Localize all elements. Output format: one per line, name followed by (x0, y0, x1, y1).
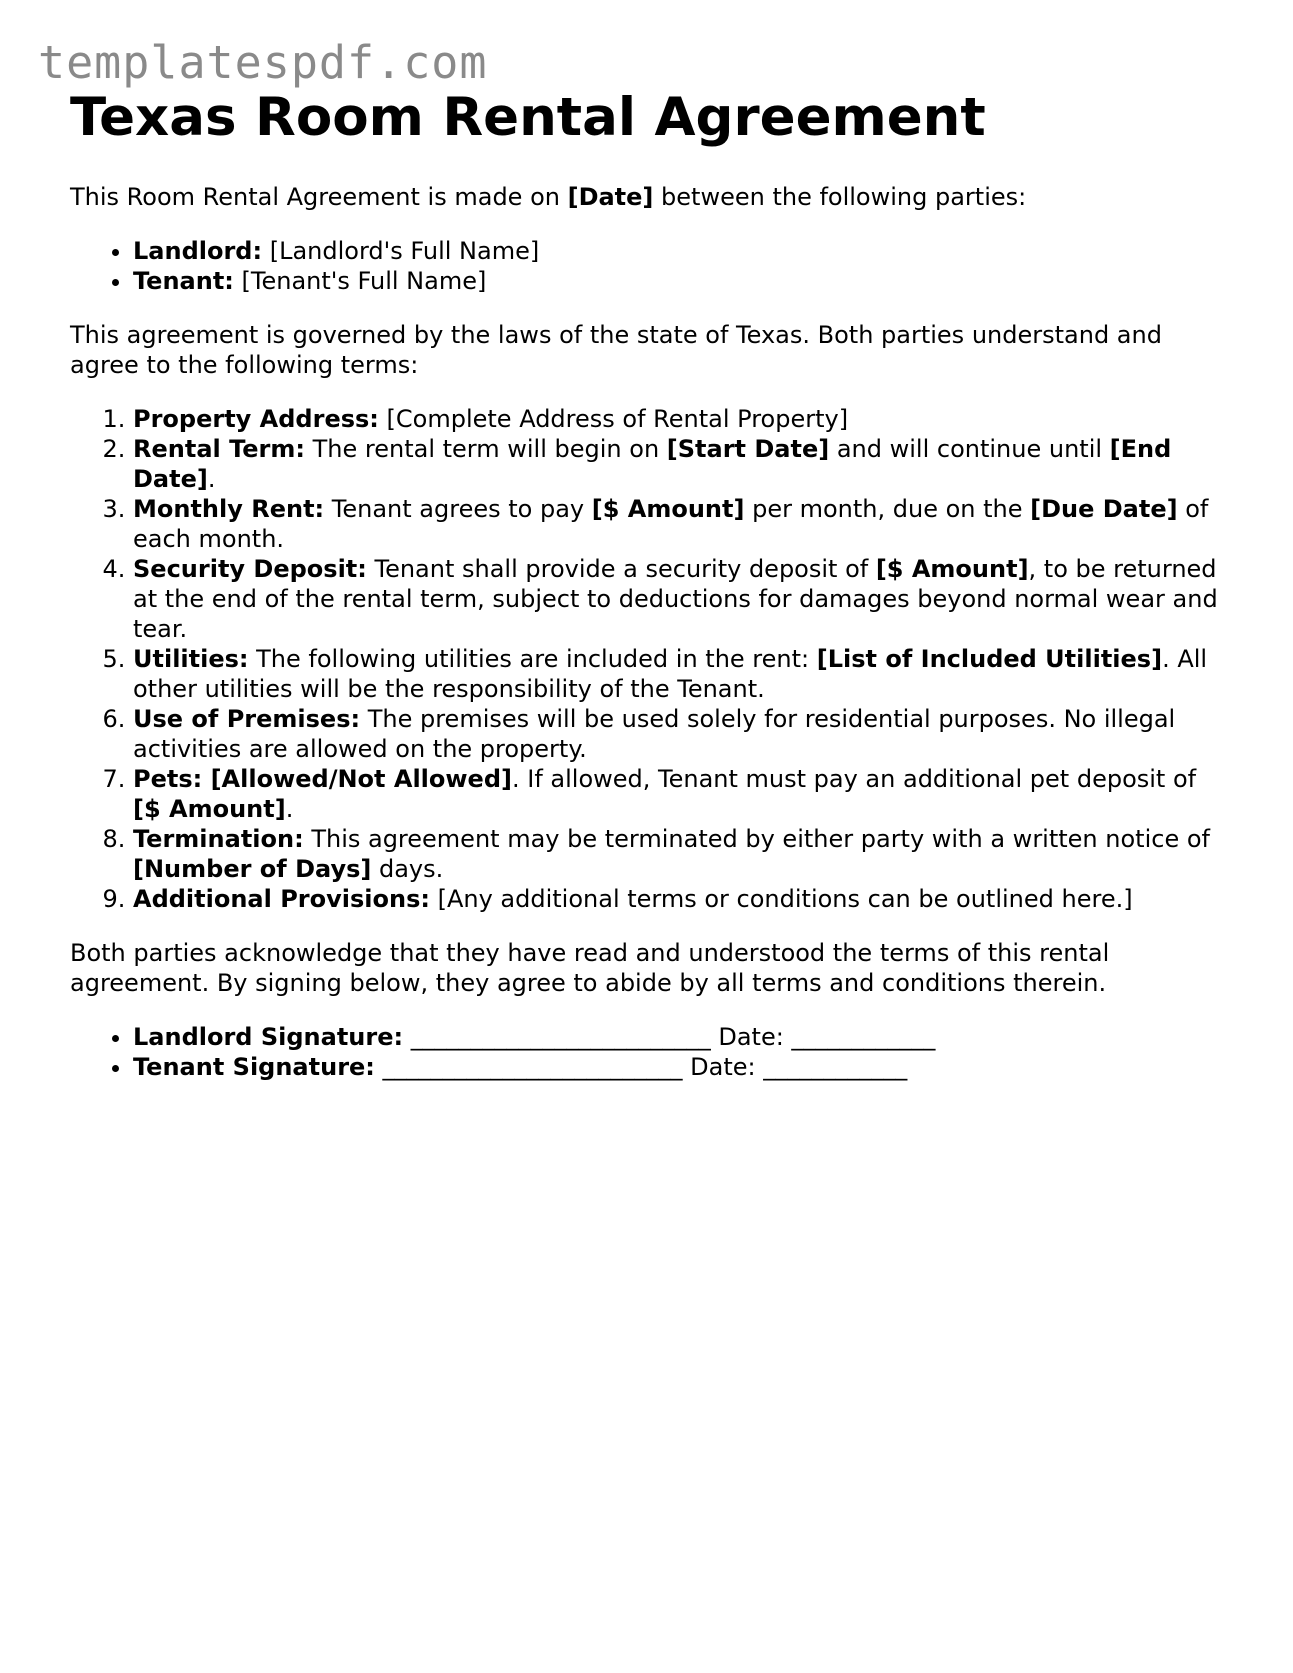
list-item: • Landlord: [Landlord's Full Name] (133, 236, 1230, 266)
signature-list (70, 1022, 1230, 1082)
acknowledgement-paragraph: Both parties acknowledge that they have read and understood the terms of this rental agreement. By signing below, they agree to abide by all terms and conditions therein. (70, 938, 1110, 997)
term-property-address: 1. Property Address: [Complete Address of Rental Property] (133, 404, 1230, 434)
document-title: Texas Room Rental Agreement (70, 87, 986, 148)
watermark: templatespdf.com (38, 36, 488, 89)
landlord-signature-line: • Landlord Signature: _________________________ Date: ____________ (133, 1022, 1230, 1052)
term-pets: 7. Pets: [Allowed/Not Allowed]. If allowed, Tenant must pay an additional pet deposit of [$ Amount]. (133, 764, 1230, 824)
intro-paragraph: This Room Rental Agreement is made on [Date] between the following parties: (70, 182, 1027, 211)
document (70, 86, 1230, 1106)
date-placeholder: [Date] (567, 182, 654, 211)
term-additional-provisions: 9. Additional Provisions: [Any additional terms or conditions can be outlined here.] (133, 884, 1230, 914)
term-utilities: 5. Utilities: The following utilities are included in the rent: [List of Included Utilities]. All other utilities will be the responsibility of the Tenant. (133, 644, 1230, 704)
term-termination: 8. Termination: This agreement may be terminated by either party with a written notice of [Number of Days] days. (133, 824, 1230, 884)
term-rental-term: 2. Rental Term: The rental term will begin on [Start Date] and will continue until [End Date]. (133, 434, 1230, 494)
tenant-signature-line: • Tenant Signature: _________________________ Date: ____________ (133, 1052, 1230, 1082)
terms-list (70, 404, 1230, 914)
term-security-deposit: 4. Security Deposit: Tenant shall provide a security deposit of [$ Amount], to be returned at the end of the rental term, subject to deductions for damages beyond normal wear and tear. (133, 554, 1230, 644)
governing-paragraph: This agreement is governed by the laws of the state of Texas. Both parties understand and agree to the following terms: (70, 320, 1162, 379)
list-item: • Tenant: [Tenant's Full Name] (133, 266, 1230, 296)
parties-list (70, 236, 1230, 296)
term-use-of-premises: 6. Use of Premises: The premises will be used solely for residential purposes. No illegal activities are allowed on the property. (133, 704, 1230, 764)
term-monthly-rent: 3. Monthly Rent: Tenant agrees to pay [$ Amount] per month, due on the [Due Date] of each month. (133, 494, 1230, 554)
